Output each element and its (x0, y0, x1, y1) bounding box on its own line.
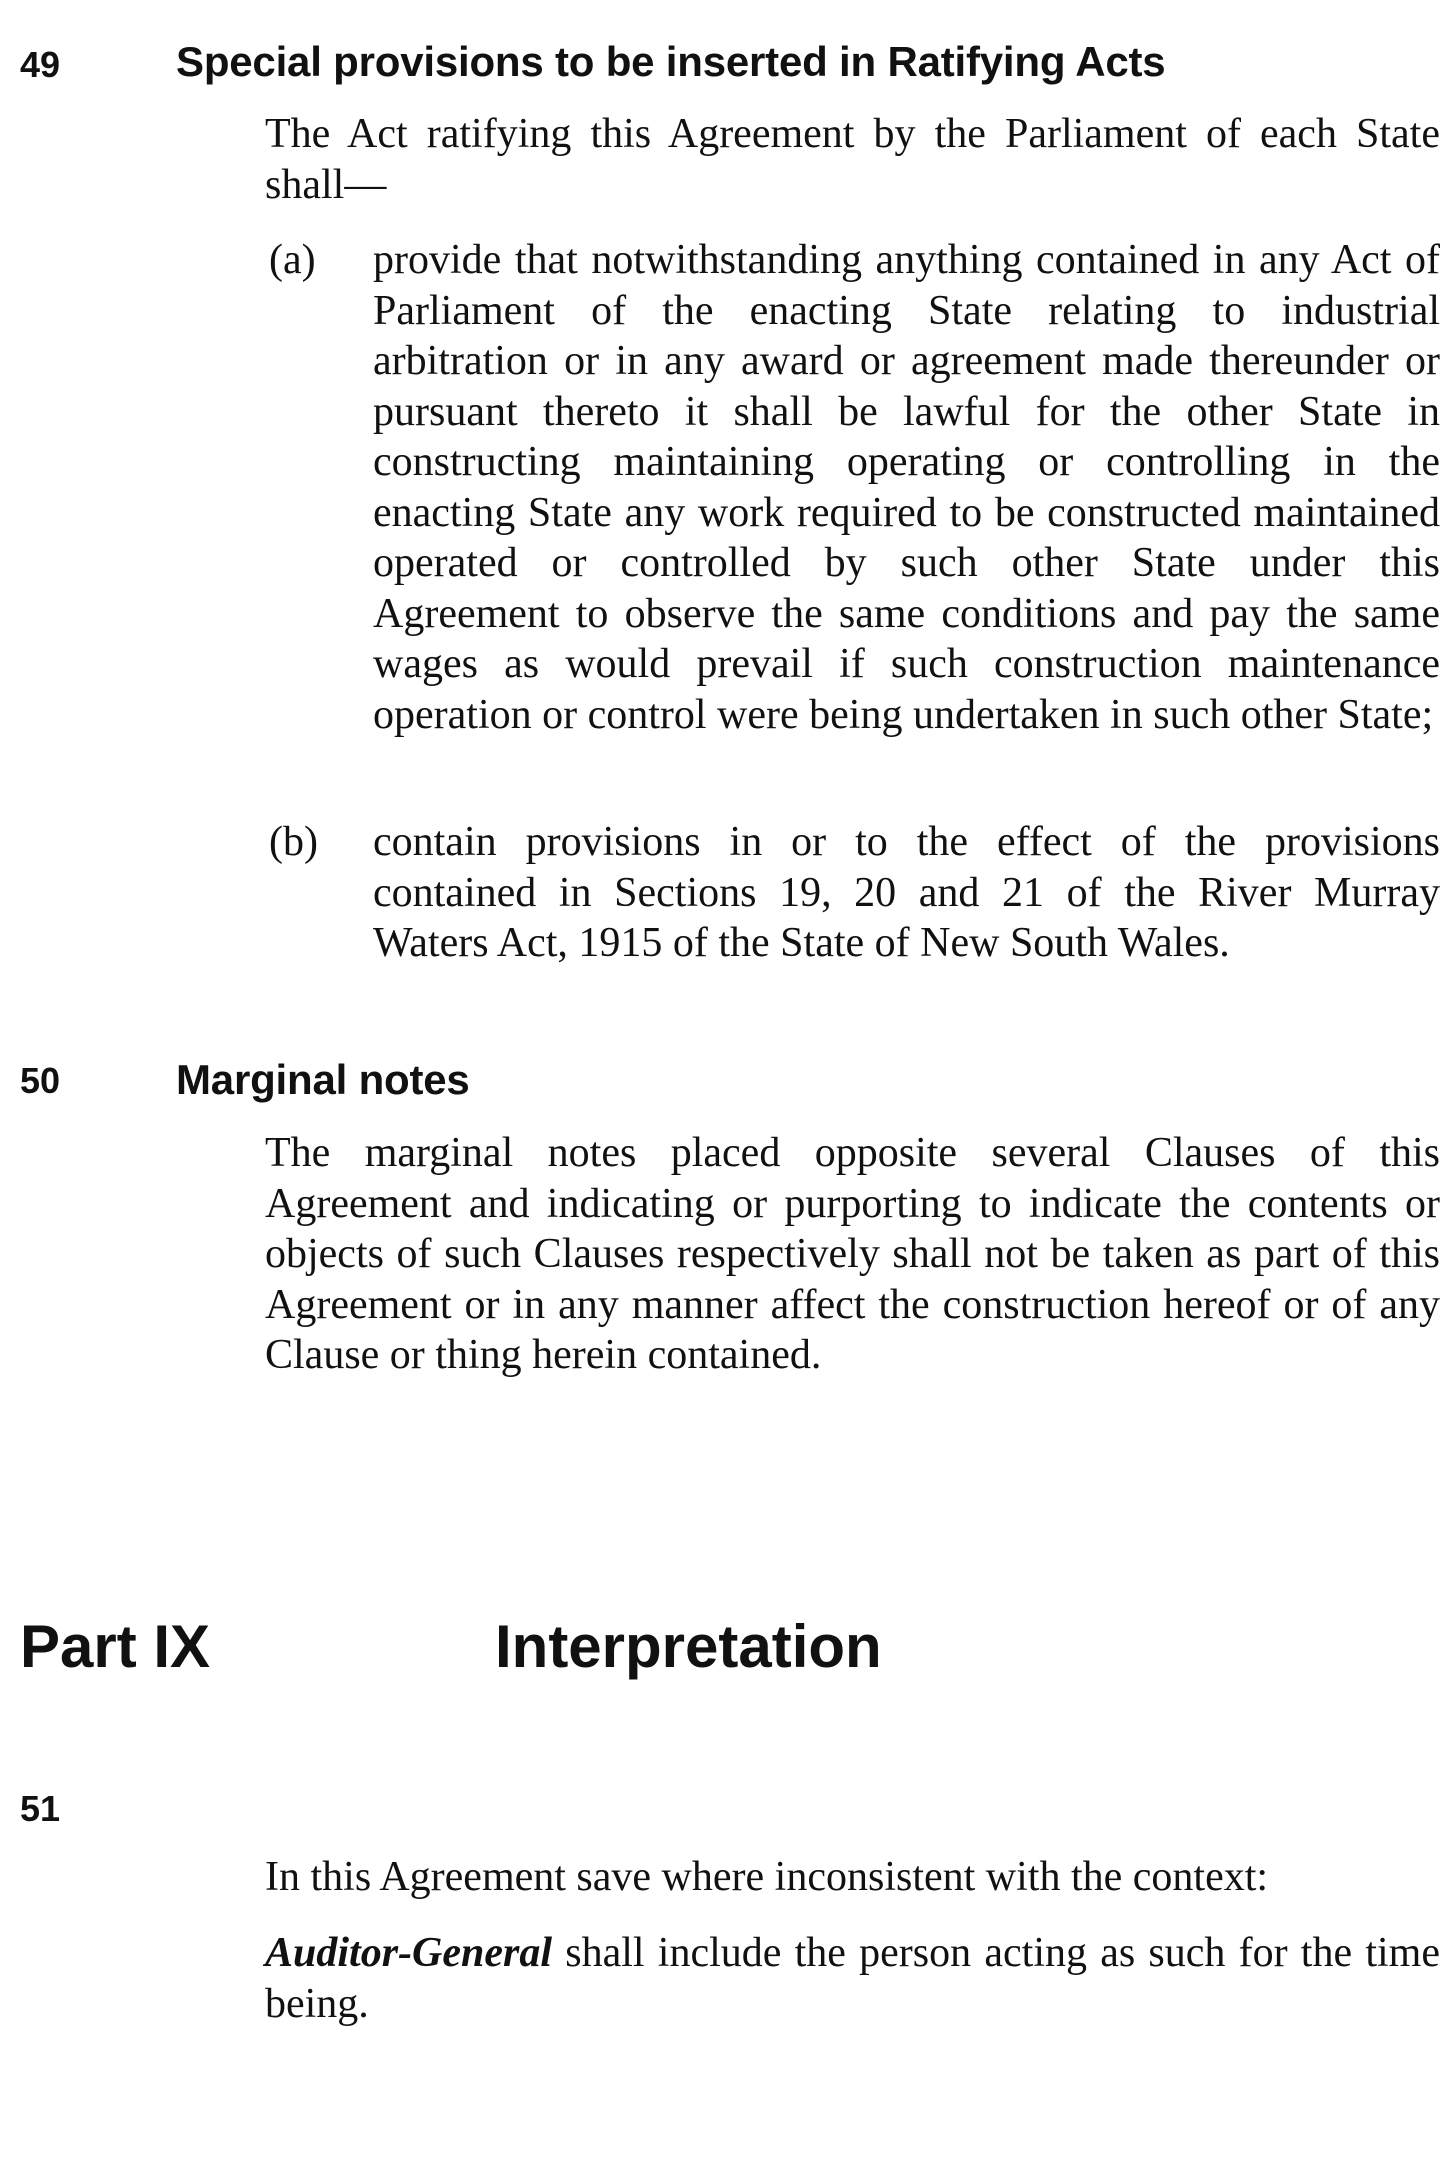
section-number-49: 49 (20, 44, 61, 85)
section-51-definition (265, 1928, 1440, 2029)
section-title-49: Special provisions to be inserted in Ratifying Acts (176, 38, 1166, 85)
section-51-intro: In this Agreement save where inconsistent with the context: (265, 1854, 1269, 1900)
defined-term: Auditor-General (265, 1930, 553, 1976)
section-title-50: Marginal notes (176, 1056, 470, 1103)
section-49-intro: The Act ratifying this Agreement by the Parliament of each State shall— (265, 111, 1440, 208)
item-text-b: contain provisions in or to the effect of the provisions contained in Sections 19, 20 and 21 of the River Murray Waters Act, 1915 of the State of New South Wales. (373, 819, 1440, 966)
section-number-50: 50 (20, 1060, 61, 1101)
section-50-body: The marginal notes placed opposite several Clauses of this Agreement and indicating or purporting to indicate the contents or objects of such Clauses respectively shall not be taken as part of this Agreement or in any manner affect the construction hereof or of any Clause or thing herein contained. (265, 1130, 1440, 1378)
section-number-51: 51 (20, 1788, 61, 1829)
section-49-item-a (265, 235, 1440, 740)
item-text-a: provide that notwithstanding anything contained in any Act of Parliament of the enacting State relating to industrial arbitration or in any award or agreement made thereunder or pursuant thereto it shall be lawful for the other State in constructing maintaining operating or controlling in the enacting State any work required to be constructed maintained operated or controlled by such other State under this Agreement to observe the same conditions and pay the same wages as would prevail if such construction maintenance operation or control were being undertaken in such other State; (373, 237, 1440, 738)
item-label-a: (a) (269, 237, 316, 283)
definition-text: shall include the person acting as such for the time being. (265, 1930, 1440, 2027)
part-title: Interpretation (495, 1613, 882, 1680)
section-49-item-b (265, 817, 1440, 969)
part-label: Part IX (20, 1613, 211, 1680)
item-label-b: (b) (269, 819, 318, 865)
